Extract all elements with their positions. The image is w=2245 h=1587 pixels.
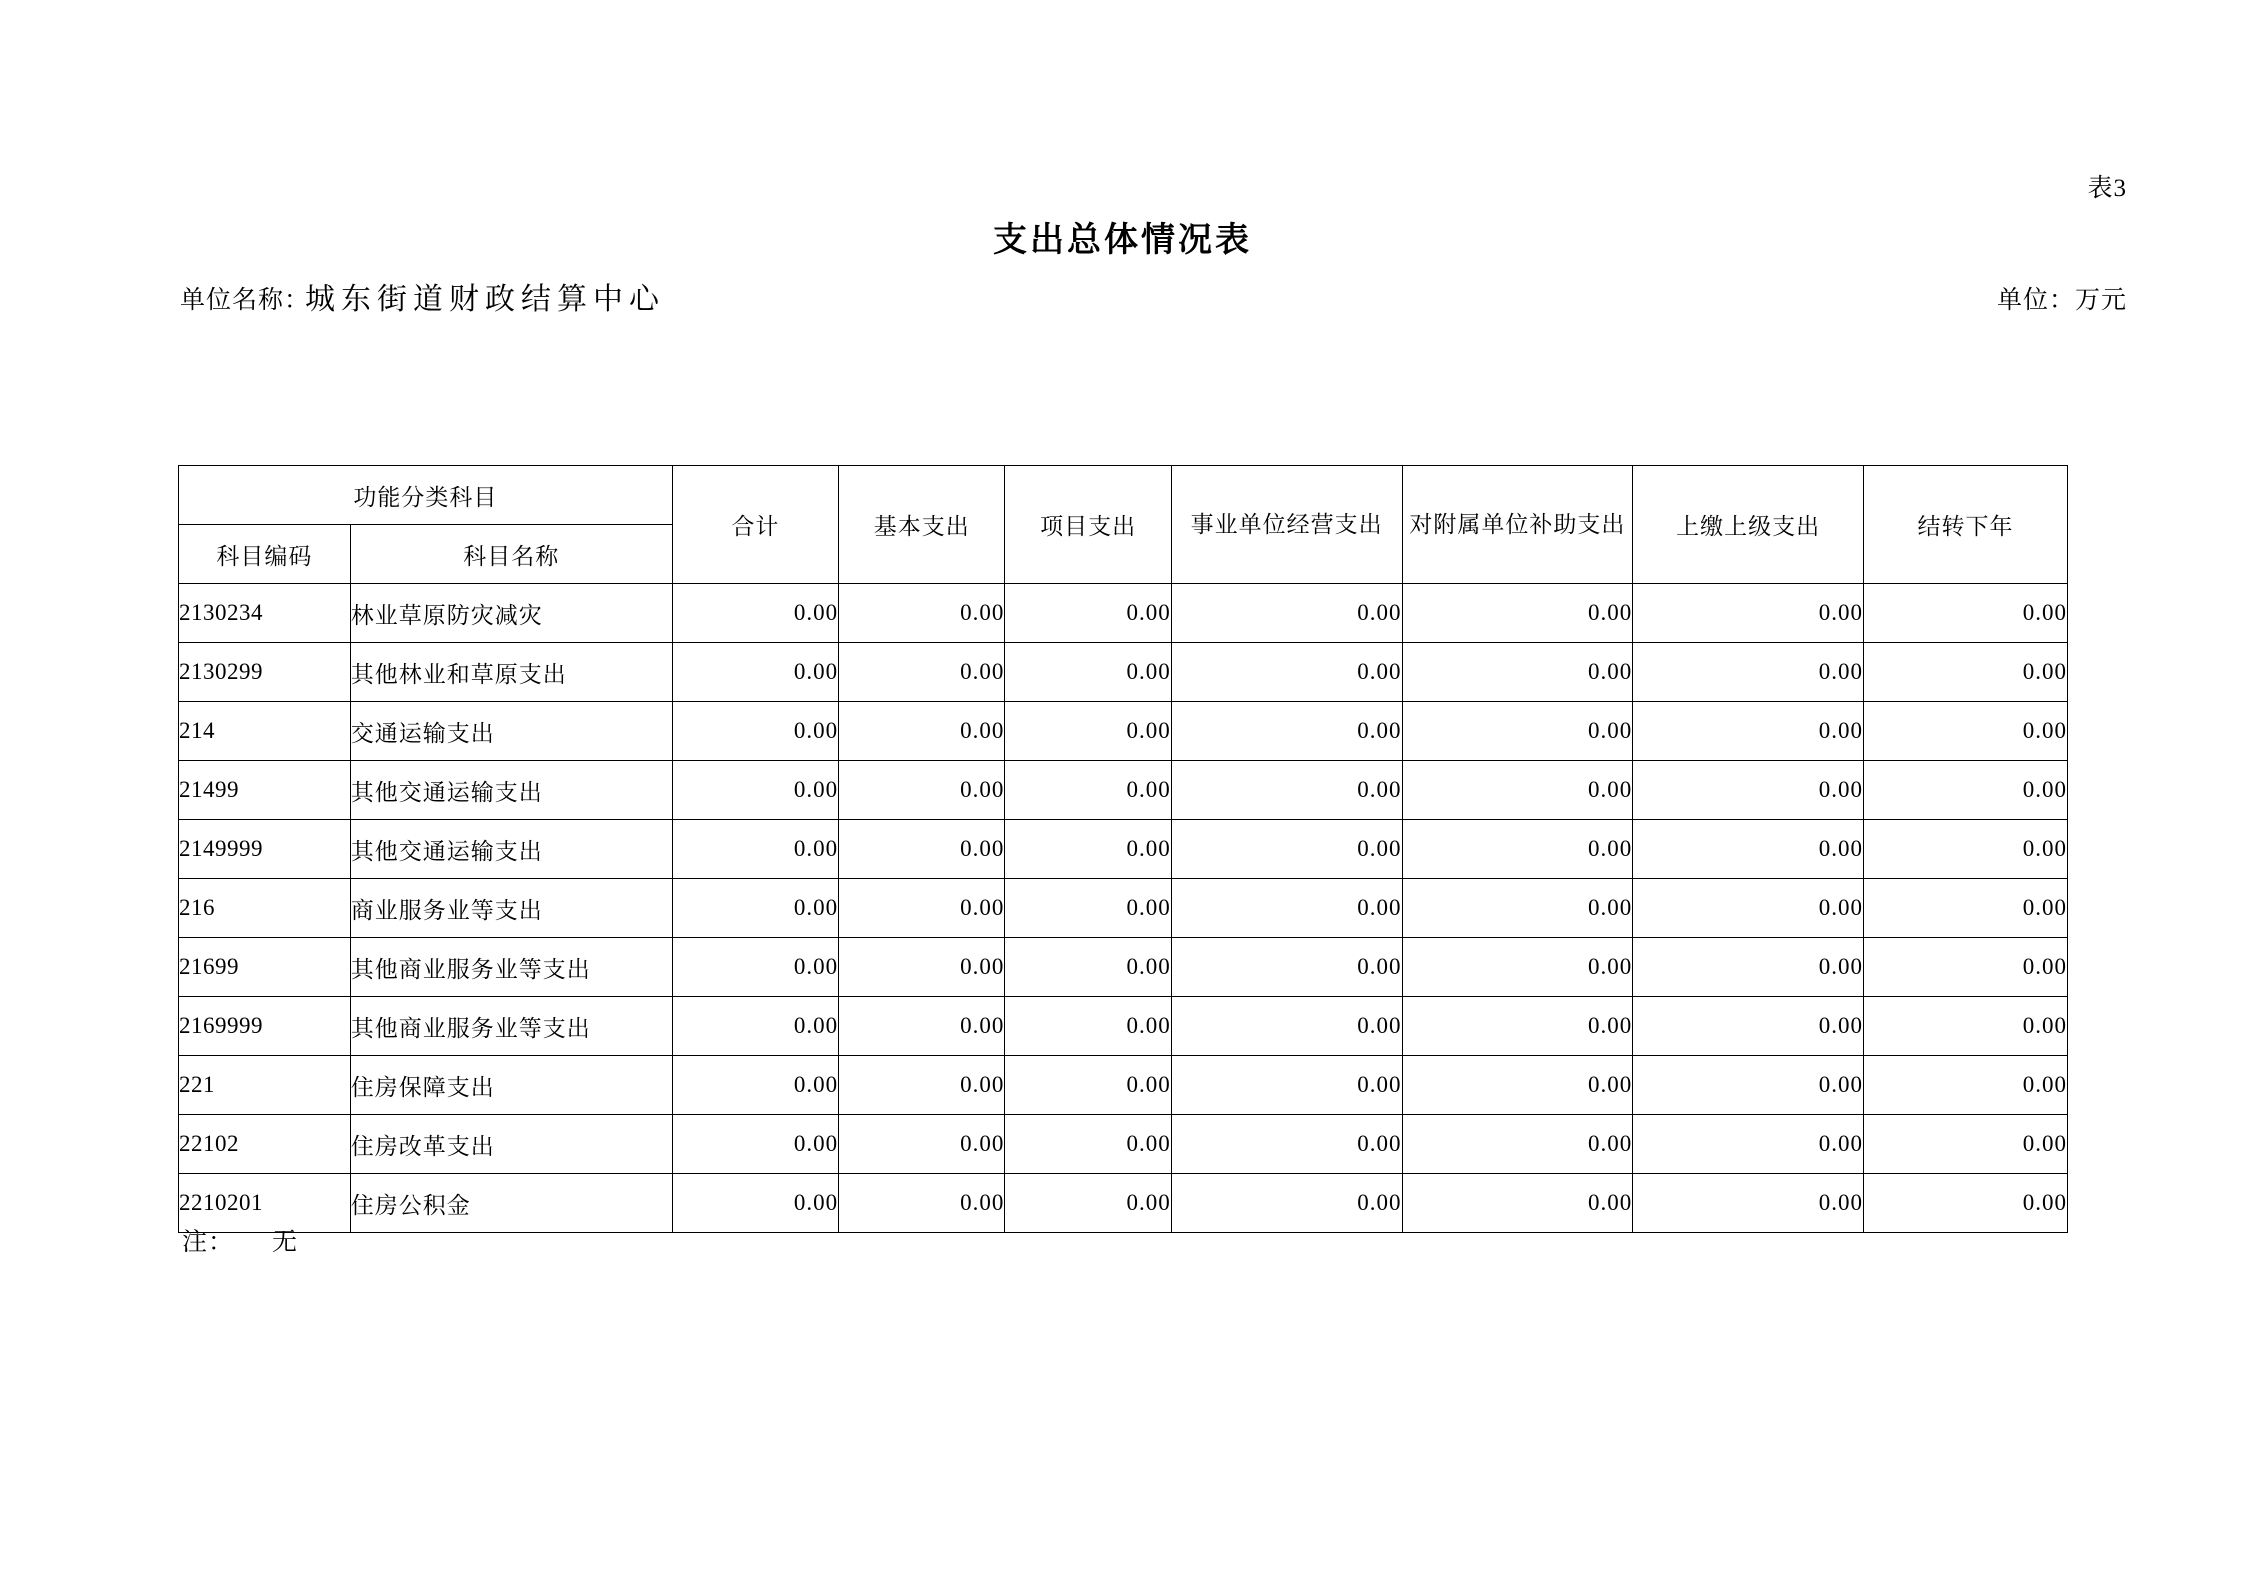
table-header-row-1 [179,466,2068,525]
cell-subsidy: 0.00 [1402,1056,1633,1115]
header-business-expenditure: 事业单位经营支出 [1171,466,1402,584]
cell-subsidy: 0.00 [1402,879,1633,938]
cell-project: 0.00 [1005,584,1171,643]
table-row [179,1115,2068,1174]
cell-business: 0.00 [1171,584,1402,643]
header-total: 合计 [672,466,838,584]
cell-carryover: 0.00 [1864,702,2068,761]
cell-project: 0.00 [1005,761,1171,820]
cell-basic: 0.00 [839,761,1005,820]
cell-upper: 0.00 [1633,643,1864,702]
cell-upper: 0.00 [1633,1174,1864,1233]
header-basic-expenditure: 基本支出 [839,466,1005,584]
sheet-number: 表3 [2087,175,2127,202]
cell-project: 0.00 [1005,938,1171,997]
cell-name: 其他交通运输支出 [350,761,672,820]
cell-code: 2130234 [179,584,351,643]
cell-subsidy: 0.00 [1402,1115,1633,1174]
cell-name: 其他交通运输支出 [350,820,672,879]
cell-carryover: 0.00 [1864,584,2068,643]
document-meta [180,276,2127,316]
cell-name: 其他商业服务业等支出 [350,938,672,997]
header-subsidy-expenditure: 对附属单位补助支出 [1402,466,1633,584]
cell-project: 0.00 [1005,1115,1171,1174]
cell-business: 0.00 [1171,1056,1402,1115]
cell-total: 0.00 [672,1115,838,1174]
cell-name: 住房改革支出 [350,1115,672,1174]
cell-name: 其他商业服务业等支出 [350,997,672,1056]
cell-carryover: 0.00 [1864,1115,2068,1174]
cell-subsidy: 0.00 [1402,820,1633,879]
note-label: 注： [182,1229,235,1256]
cell-name: 其他林业和草原支出 [350,643,672,702]
table-row [179,938,2068,997]
table-row [179,702,2068,761]
cell-total: 0.00 [672,879,838,938]
cell-carryover: 0.00 [1864,938,2068,997]
cell-total: 0.00 [672,997,838,1056]
table-body [179,584,2068,1233]
cell-business: 0.00 [1171,1115,1402,1174]
header-subject-name: 科目名称 [350,525,672,584]
cell-total: 0.00 [672,643,838,702]
cell-upper: 0.00 [1633,997,1864,1056]
table-row [179,643,2068,702]
unit-measure-label: 单位：万元 [1996,287,2127,314]
cell-business: 0.00 [1171,879,1402,938]
cell-subsidy: 0.00 [1402,702,1633,761]
cell-project: 0.00 [1005,879,1171,938]
table-row [179,761,2068,820]
cell-business: 0.00 [1171,761,1402,820]
cell-subsidy: 0.00 [1402,997,1633,1056]
header-upper-level-expenditure: 上缴上级支出 [1633,466,1864,584]
cell-upper: 0.00 [1633,702,1864,761]
cell-code: 216 [179,879,351,938]
cell-carryover: 0.00 [1864,761,2068,820]
cell-carryover: 0.00 [1864,997,2068,1056]
cell-name: 住房保障支出 [350,1056,672,1115]
cell-project: 0.00 [1005,1174,1171,1233]
page-title: 支出总体情况表 [993,222,1252,259]
table-row [179,584,2068,643]
table-row [179,879,2068,938]
cell-code: 2169999 [179,997,351,1056]
cell-project: 0.00 [1005,1056,1171,1115]
cell-business: 0.00 [1171,1174,1402,1233]
cell-business: 0.00 [1171,643,1402,702]
cell-upper: 0.00 [1633,761,1864,820]
cell-code: 21499 [179,761,351,820]
header-carryover-next-year: 结转下年 [1864,466,2068,584]
cell-upper: 0.00 [1633,584,1864,643]
cell-upper: 0.00 [1633,820,1864,879]
cell-business: 0.00 [1171,938,1402,997]
cell-total: 0.00 [672,938,838,997]
cell-code: 22102 [179,1115,351,1174]
header-functional-category: 功能分类科目 [179,466,673,525]
cell-carryover: 0.00 [1864,879,2068,938]
cell-total: 0.00 [672,584,838,643]
cell-business: 0.00 [1171,820,1402,879]
cell-carryover: 0.00 [1864,1056,2068,1115]
cell-basic: 0.00 [839,584,1005,643]
cell-subsidy: 0.00 [1402,938,1633,997]
cell-subsidy: 0.00 [1402,761,1633,820]
cell-upper: 0.00 [1633,938,1864,997]
cell-basic: 0.00 [839,997,1005,1056]
cell-basic: 0.00 [839,643,1005,702]
cell-basic: 0.00 [839,879,1005,938]
cell-project: 0.00 [1005,997,1171,1056]
cell-code: 2149999 [179,820,351,879]
cell-code: 2210201 [179,1174,351,1233]
table-row [179,820,2068,879]
cell-project: 0.00 [1005,702,1171,761]
cell-basic: 0.00 [839,1174,1005,1233]
cell-basic: 0.00 [839,1115,1005,1174]
expenditure-table [178,465,2068,1233]
cell-subsidy: 0.00 [1402,1174,1633,1233]
cell-code: 21699 [179,938,351,997]
cell-subsidy: 0.00 [1402,584,1633,643]
cell-total: 0.00 [672,1056,838,1115]
cell-carryover: 0.00 [1864,1174,2068,1233]
unit-name-value: 城东街道财政结算中心 [305,283,665,316]
cell-upper: 0.00 [1633,879,1864,938]
header-project-expenditure: 项目支出 [1005,466,1171,584]
table-row [179,1174,2068,1233]
table-row [179,1056,2068,1115]
cell-basic: 0.00 [839,702,1005,761]
cell-subsidy: 0.00 [1402,643,1633,702]
cell-business: 0.00 [1171,702,1402,761]
cell-project: 0.00 [1005,643,1171,702]
cell-total: 0.00 [672,1174,838,1233]
unit-name-label: 单位名称： [180,287,311,314]
cell-name: 住房公积金 [350,1174,672,1233]
cell-basic: 0.00 [839,820,1005,879]
table-note [182,1222,298,1258]
cell-code: 214 [179,702,351,761]
cell-total: 0.00 [672,820,838,879]
cell-upper: 0.00 [1633,1056,1864,1115]
cell-code: 221 [179,1056,351,1115]
cell-upper: 0.00 [1633,1115,1864,1174]
cell-name: 交通运输支出 [350,702,672,761]
cell-code: 2130299 [179,643,351,702]
cell-name: 林业草原防灾减灾 [350,584,672,643]
table-row [179,997,2068,1056]
cell-name: 商业服务业等支出 [350,879,672,938]
cell-carryover: 0.00 [1864,820,2068,879]
cell-basic: 0.00 [839,1056,1005,1115]
header-subject-code: 科目编码 [179,525,351,584]
cell-business: 0.00 [1171,997,1402,1056]
cell-total: 0.00 [672,702,838,761]
note-value: 无 [272,1229,299,1256]
cell-project: 0.00 [1005,820,1171,879]
cell-carryover: 0.00 [1864,643,2068,702]
cell-basic: 0.00 [839,938,1005,997]
cell-total: 0.00 [672,761,838,820]
